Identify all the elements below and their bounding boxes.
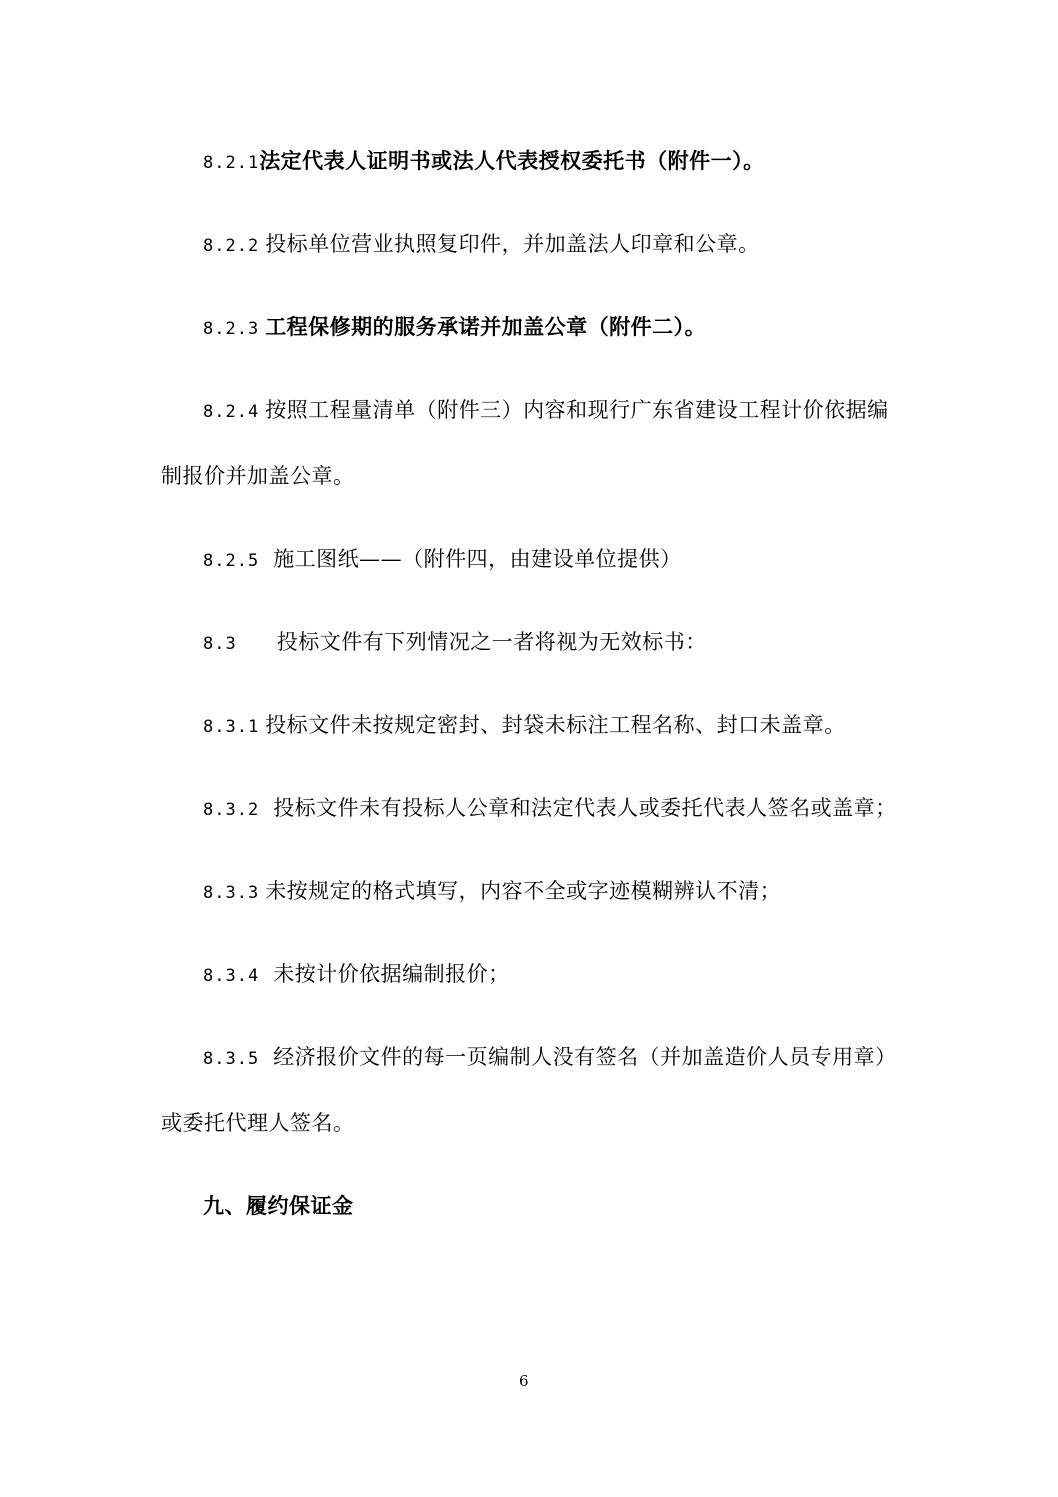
page-number: 6 [519, 1372, 529, 1390]
clause-text: 投标单位营业执照复印件，并加盖法人印章和公章。 [265, 232, 760, 256]
clause-text: 法定代表人证明书或法人代表授权委托书（附件一）。 [259, 148, 765, 173]
clause-number: 8.2.5 [203, 551, 260, 571]
clause-text: 投标文件未有投标人公章和法定代表人或委托代表人签名或盖章； [273, 796, 897, 820]
clause-8-3-4 [203, 961, 510, 989]
clause-text: 投标文件未按规定密封、封袋未标注工程名称、封口未盖章。 [265, 713, 846, 737]
clause-8-2-2 [203, 231, 760, 259]
clause-number: 8.3.3 [203, 883, 260, 903]
clause-8-3-3 [203, 878, 781, 906]
clause-text: 施工图纸——（附件四，由建设单位提供） [273, 547, 682, 571]
section-heading: 九、履约保证金 [203, 1193, 354, 1218]
clause-text: 未按规定的格式填写，内容不全或字迹模糊辨认不清； [265, 879, 782, 903]
clause-number: 8.3 [203, 634, 237, 654]
clause-8-3-5-continuation: 或委托代理人签名。 [161, 1111, 355, 1135]
clause-8-2-5 [203, 546, 682, 574]
clause-number: 8.2.2 [203, 236, 260, 256]
clause-text: 经济报价文件的每一页编制人没有签名（并加盖造价人员专用章） [273, 1045, 897, 1069]
clause-text: 未按计价依据编制报价； [273, 962, 510, 986]
clause-8-3-2 [203, 795, 897, 823]
clause-number: 8.3.4 [203, 966, 260, 986]
clause-number: 8.3.2 [203, 800, 260, 820]
clause-8-2-3 [203, 314, 706, 342]
clause-number: 8.2.4 [203, 402, 260, 422]
clause-text: 工程保修期的服务承诺并加盖公章（附件二）。 [265, 314, 707, 339]
clause-8-2-4 [203, 397, 889, 425]
clause-8-2-1 [203, 148, 765, 176]
clause-number: 8.3.1 [203, 717, 260, 737]
clause-text: 按照工程量清单（附件三）内容和现行广东省建设工程计价依据编 [265, 398, 889, 422]
clause-8-3-1 [203, 712, 846, 740]
clause-8-3-5 [203, 1044, 897, 1072]
clause-8-2-4-continuation: 制报价并加盖公章。 [161, 464, 355, 488]
clause-number: 8.2.1 [203, 153, 260, 173]
clause-number: 8.2.3 [203, 319, 260, 339]
clause-number: 8.3.5 [203, 1049, 260, 1069]
clause-8-3 [203, 629, 707, 657]
clause-text: 投标文件有下列情况之一者将视为无效标书： [276, 630, 707, 654]
